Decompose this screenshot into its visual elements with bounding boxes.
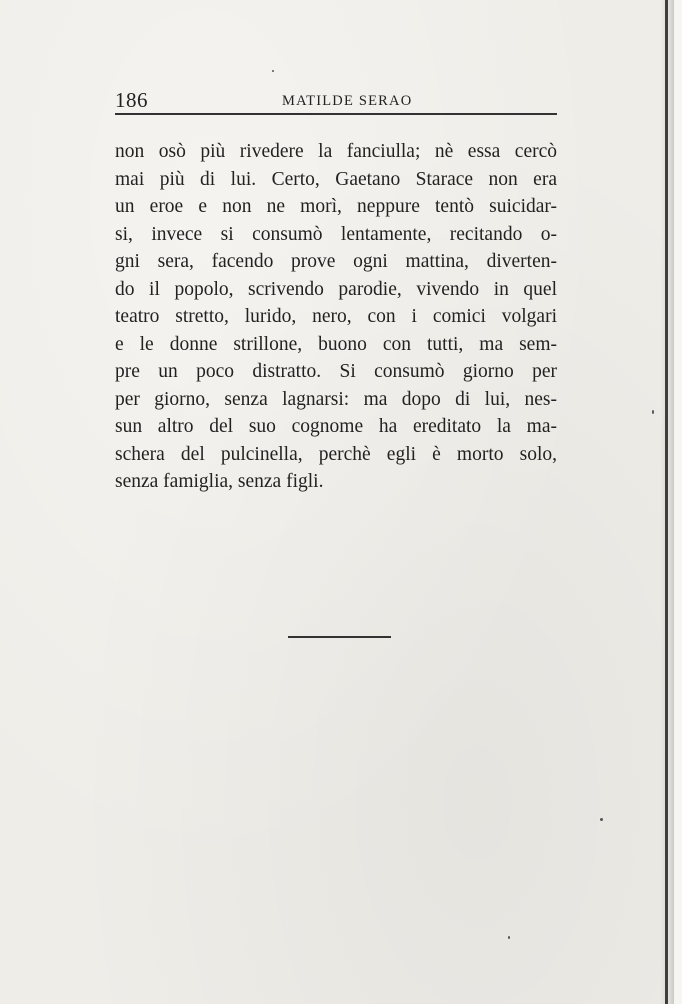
page-header xyxy=(115,88,557,112)
text-line: schera del pulcinella, perchè egli è morto solo, xyxy=(115,443,557,465)
text-line: non osò più rivedere la fanciulla; nè essa cercò xyxy=(115,141,557,162)
text-line: teatro stretto, lurido, nero, con i comici volgari xyxy=(115,306,557,327)
text-line: pre un poco distratto. Si consumò giorno per xyxy=(115,361,557,382)
scan-speck xyxy=(508,936,510,939)
scan-speck xyxy=(272,70,274,72)
scan-speck xyxy=(600,818,603,821)
text-line: sun altro del suo cognome ha ereditato la ma- xyxy=(115,416,557,437)
text-line: senza famiglia, senza figli. xyxy=(115,471,324,492)
end-of-chapter-rule xyxy=(288,636,391,638)
scan-speck xyxy=(652,410,654,414)
text-line: mai più di lui. Certo, Gaetano Starace non era xyxy=(115,168,557,190)
text-line: gni sera, facendo prove ogni mattina, diverten- xyxy=(115,251,557,272)
body-text xyxy=(115,138,557,496)
header-rule xyxy=(115,113,557,115)
text-line: si, invece si consumò lentamente, recitando o- xyxy=(115,223,557,245)
page-number: 186 xyxy=(115,88,148,112)
text-line: e le donne strillone, buono con tutti, ma sem- xyxy=(115,333,557,355)
text-line: un eroe e non ne morì, neppure tentò suicidar- xyxy=(115,196,557,217)
text-line: do il popolo, scrivendo parodie, vivendo in quel xyxy=(115,278,557,300)
running-title: MATILDE SERAO xyxy=(282,93,413,109)
text-line: per giorno, senza lagnarsi: ma dopo di lui, nes- xyxy=(115,388,557,410)
spine-edge-line xyxy=(665,0,668,1004)
